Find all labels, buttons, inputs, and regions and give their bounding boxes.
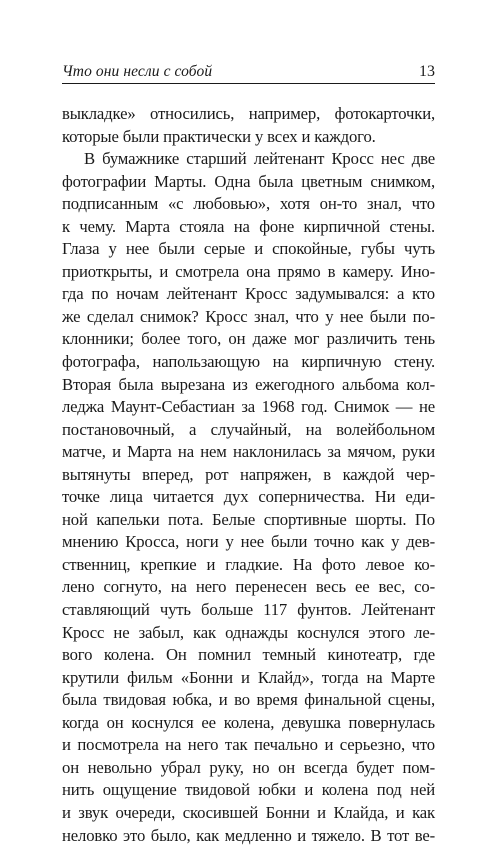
text-line: была твидовая юбка, и во время финальной сцены, bbox=[62, 689, 435, 712]
running-head bbox=[62, 62, 435, 84]
text-line: гда по ночам лейтенант Кросс задумывался: а кто bbox=[62, 283, 435, 306]
text-line: постановочный, а случайный, на волейбольном bbox=[62, 419, 435, 442]
text-line: вытянуты вперед, рот напряжен, в каждой чер- bbox=[62, 464, 435, 487]
text-line: неловко это было, как медленно и тяжело. В тот ве- bbox=[62, 825, 435, 847]
text-line: к чему. Марта стояла на фоне кирпичной стены. bbox=[62, 216, 435, 239]
text-line: ставляющий чуть больше 117 фунтов. Лейтенант bbox=[62, 599, 435, 622]
text-line: ственниц, крепкие и гладкие. На фото левое ко- bbox=[62, 554, 435, 577]
text-line: когда он коснулся ее колена, девушка повернулась bbox=[62, 712, 435, 735]
text-line: матче, и Марта на нем наклонилась за мячом, руки bbox=[62, 441, 435, 464]
text-line: подписанным «с любовью», хотя он-то знал, что bbox=[62, 193, 435, 216]
text-line: клонники; более того, он даже мог различить тень bbox=[62, 328, 435, 351]
body-text bbox=[62, 103, 435, 847]
header-rule bbox=[62, 83, 435, 84]
text-line: леджа Маунт-Себастиан за 1968 год. Снимок — не bbox=[62, 396, 435, 419]
text-line: он невольно убрал руку, но он всегда будет пом- bbox=[62, 757, 435, 780]
text-line: которые были практически у всех и каждого. bbox=[62, 126, 435, 149]
text-line: выкладке» относились, например, фотокарточки, bbox=[62, 103, 435, 126]
page-number: 13 bbox=[419, 62, 435, 82]
text-line: мнению Кросса, ноги у нее были точно как у дев- bbox=[62, 531, 435, 554]
text-line: приоткрыты, и смотрела она прямо в камеру. Ино- bbox=[62, 261, 435, 284]
text-line: лено согнуто, на него перенесен весь ее вес, со- bbox=[62, 576, 435, 599]
running-title: Что они несли с собой bbox=[62, 62, 212, 82]
text-line: крутили фильм «Бонни и Клайд», тогда на Марте bbox=[62, 667, 435, 690]
text-line: фотографии Марты. Одна была цветным снимком, bbox=[62, 171, 435, 194]
text-line: же сделал снимок? Кросс знал, что у нее были по- bbox=[62, 306, 435, 329]
text-line: вого колена. Он помнил темный кинотеатр, где bbox=[62, 644, 435, 667]
text-line: В бумажнике старший лейтенант Кросс нес две bbox=[62, 148, 435, 171]
text-line: Кросс не забыл, как однажды коснулся этого ле- bbox=[62, 622, 435, 645]
text-line: фотографа, напользающую на кирпичную стену. bbox=[62, 351, 435, 374]
text-line: Глаза у нее были серые и спокойные, губы чуть bbox=[62, 238, 435, 261]
text-line: нить ощущение твидовой юбки и колена под ней bbox=[62, 779, 435, 802]
text-line: точке лица читается дух соперничества. Ни еди- bbox=[62, 486, 435, 509]
text-line: ной капельки пота. Белые спортивные шорты. По bbox=[62, 509, 435, 532]
text-line: и посмотрела на него так печально и серьезно, что bbox=[62, 734, 435, 757]
text-line: Вторая была вырезана из ежегодного альбома кол- bbox=[62, 374, 435, 397]
text-line: и звук очереди, скосившей Бонни и Клайда, и как bbox=[62, 802, 435, 825]
